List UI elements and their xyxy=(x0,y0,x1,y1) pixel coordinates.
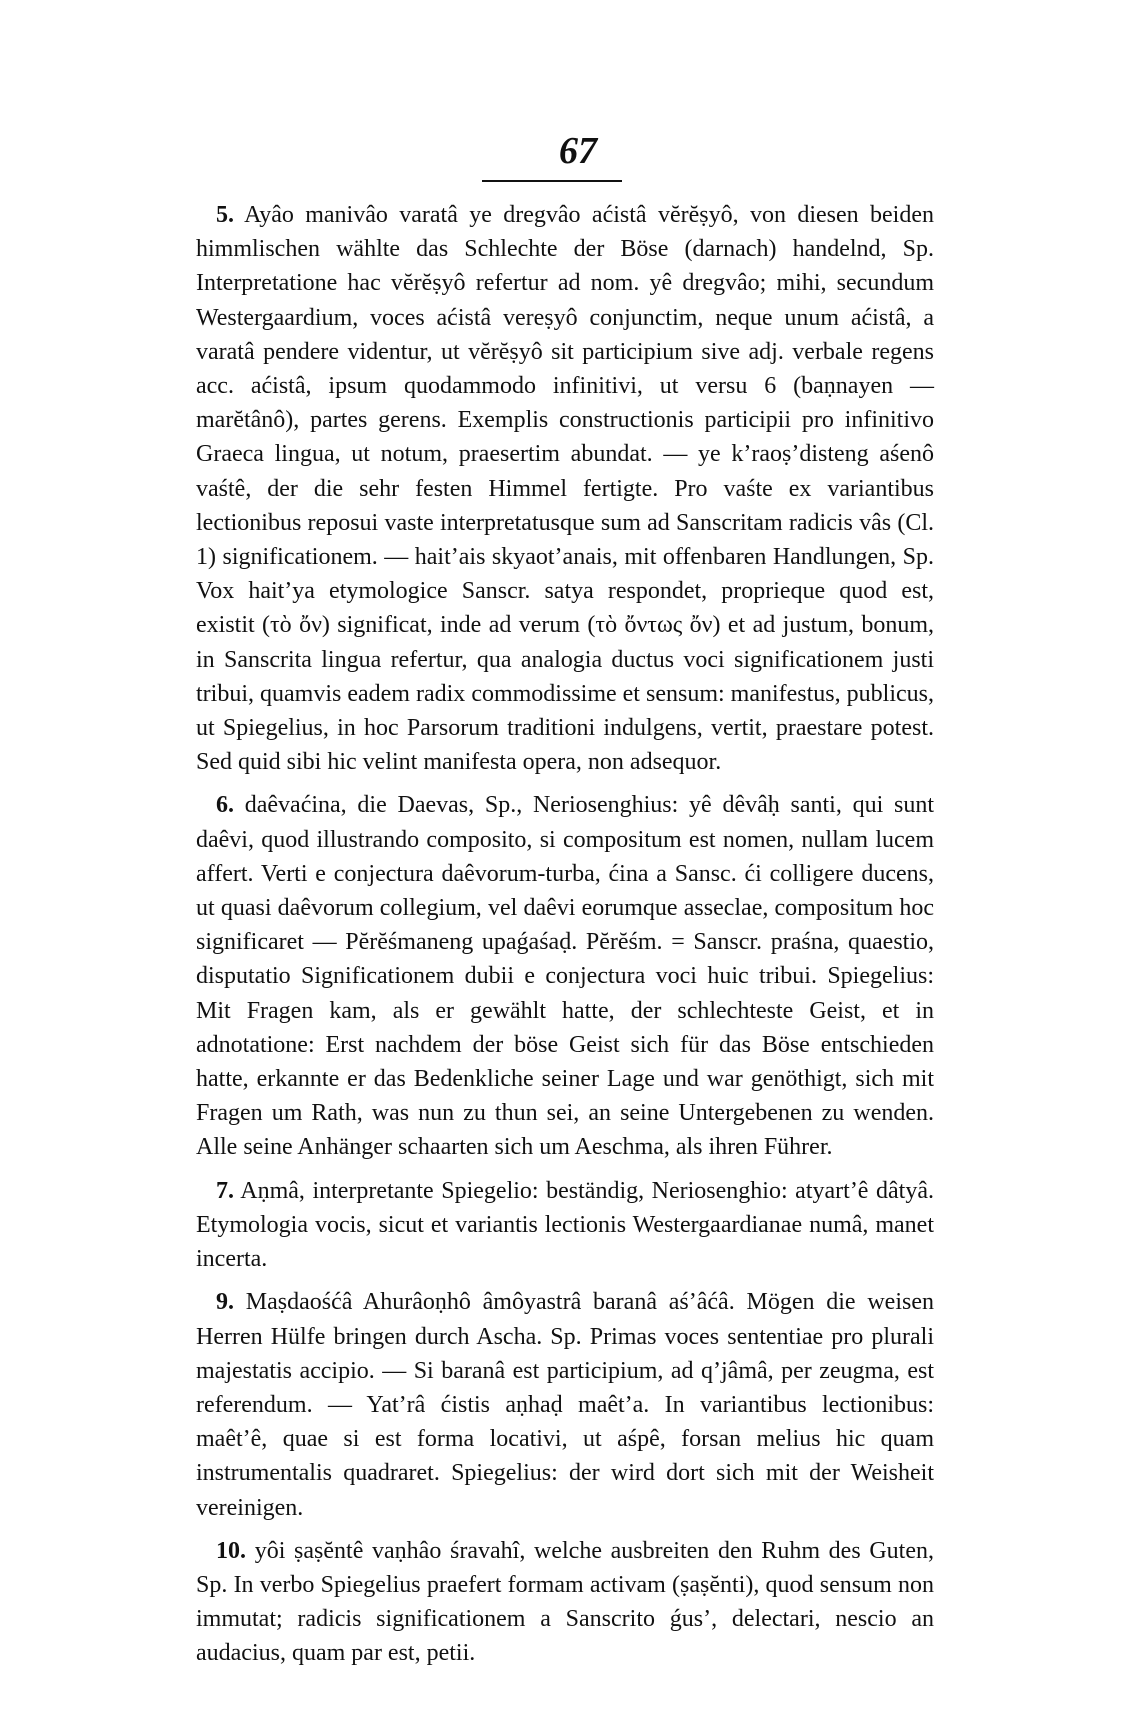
header-rule xyxy=(482,180,622,182)
paragraph-text: Aṇmâ, interpretante Spiegelio: beständig, Neriosenghio: atyart’ê dâtyâ. Etymologia vocis, sicut et variantis lectionis Westergaardianae numâ, manet incerta. xyxy=(196,1177,934,1273)
note-number: 10. xyxy=(216,1537,246,1564)
page-header xyxy=(548,130,608,186)
paragraph-note-5 xyxy=(196,198,934,779)
page-body xyxy=(196,198,934,1680)
paragraph-text: Ayâo manivâo varatâ ye dregvâo aćistâ vĕrĕṣyô, von diesen beiden himmlischen wählte das Schlechte der Böse (darnach) handelnd, Sp. Interpretatione hac vĕrĕṣyô refertur ad nom. yê dregvâo; mihi, secundum Westergaardium, voces aćistâ vereṣyô conjunctim, neque unum aćistâ, a varatâ pendere videntur, ut vĕrĕṣyô sit participium sive adj. verbale regens acc. aćistâ, ipsum quodammodo infinitivi, ut versu 6 (baṇnayen — marĕtânô), partes gerens. Exemplis constructionis participii pro infinitivo Graeca lingua, ut notum, praesertim abundat. — ye k’raoṣ’disteng aśenô vaśtê, der die sehr festen Himmel fertigte. Pro vaśte ex variantibus lectionibus reposui vaste interpretatusque sum ad Sanscritam radicis vâs (Cl. 1) significationem. — hait’ais skyaot’anais, mit offenbaren Handlungen, Sp. Vox hait’ya etymologice Sanscr. satya respondet, proprieque quod est, existit (τὸ ὄν) significat, inde ad verum (τὸ ὄντως ὄν) et ad justum, bonum, in Sanscrita lingua refertur, qua analogia ductus voci significationem justi tribui, quamvis eadem radix commodissime et sensum: manifestus, publicus, ut Spiegelius, in hoc Parsorum traditioni indulgens, vertit, praestare potest. Sed quid sibi hic velint manifesta opera, non adsequor. xyxy=(196,202,934,776)
paragraph-note-9 xyxy=(196,1285,934,1524)
note-number: 6. xyxy=(216,792,234,819)
note-number: 9. xyxy=(216,1289,234,1316)
paragraph-note-7 xyxy=(196,1174,934,1277)
paragraph-text: daêvaćina, die Daevas, Sp., Neriosenghius: yê dêvâḥ santi, qui sunt daêvi, quod illustrando composito, si compositum est nomen, nullam lucem affert. Verti e conjectura daêvorum-turba, ćina a Sansc. ći colligere ducens, ut quasi daêvorum collegium, vel daêvi eorumque asseclae, compositum hoc significaret — Pĕrĕśmaneng upaǵaśaḍ. Pĕrĕśm. = Sanscr. praśna, quaestio, disputatio Significationem dubii e conjectura voci huic tribui. Spiegelius: Mit Fragen kam, als er gewählt hatte, der schlechteste Geist, et in adnotatione: Erst nachdem der böse Geist sich für das Böse entschieden hatte, erkannte er das Bedenkliche seiner Lage und war genöthigt, sich mit Fragen um Rath, was nun zu thun sei, an seine Untergebenen zu wenden. Alle seine Anhänger schaarten sich um Aeschma, als ihren Führer. xyxy=(196,792,934,1161)
paragraph-text: yôi ṣaṣĕntê vaṇhâo śravahî, welche ausbreiten den Ruhm des Guten, Sp. In verbo Spiegelius praefert formam activam (ṣaṣĕnti), quod sensum non immutat; radicis significationem a Sanscrito ǵus’, delectari, nescio an audacius, quam par est, petii. xyxy=(196,1537,934,1667)
note-number: 5. xyxy=(216,202,234,228)
note-number: 7. xyxy=(216,1177,234,1204)
paragraph-note-6 xyxy=(196,788,934,1164)
paragraph-text: Maṣdaośćâ Ahurâoṇhô âmôyastrâ baranâ aś’âćâ. Mögen die weisen Herren Hülfe bringen durch Ascha. Sp. Primas voces sententiae pro plurali majestatis accipio. — Si baranâ est participium, ad q’jâmâ, per zeugma, est referendum. — Yat’râ ćistis aṇhaḍ maêt’a. In variantibus lectionibus: maêt’ê, quae si est forma locativi, ut aśpê, forsan melius hic quam instrumentalis quadraret. Spiegelius: der wird dort sich mit der Weisheit vereinigen. xyxy=(196,1289,934,1521)
page-number: 67 xyxy=(559,130,597,172)
paragraph-note-10 xyxy=(196,1534,934,1671)
